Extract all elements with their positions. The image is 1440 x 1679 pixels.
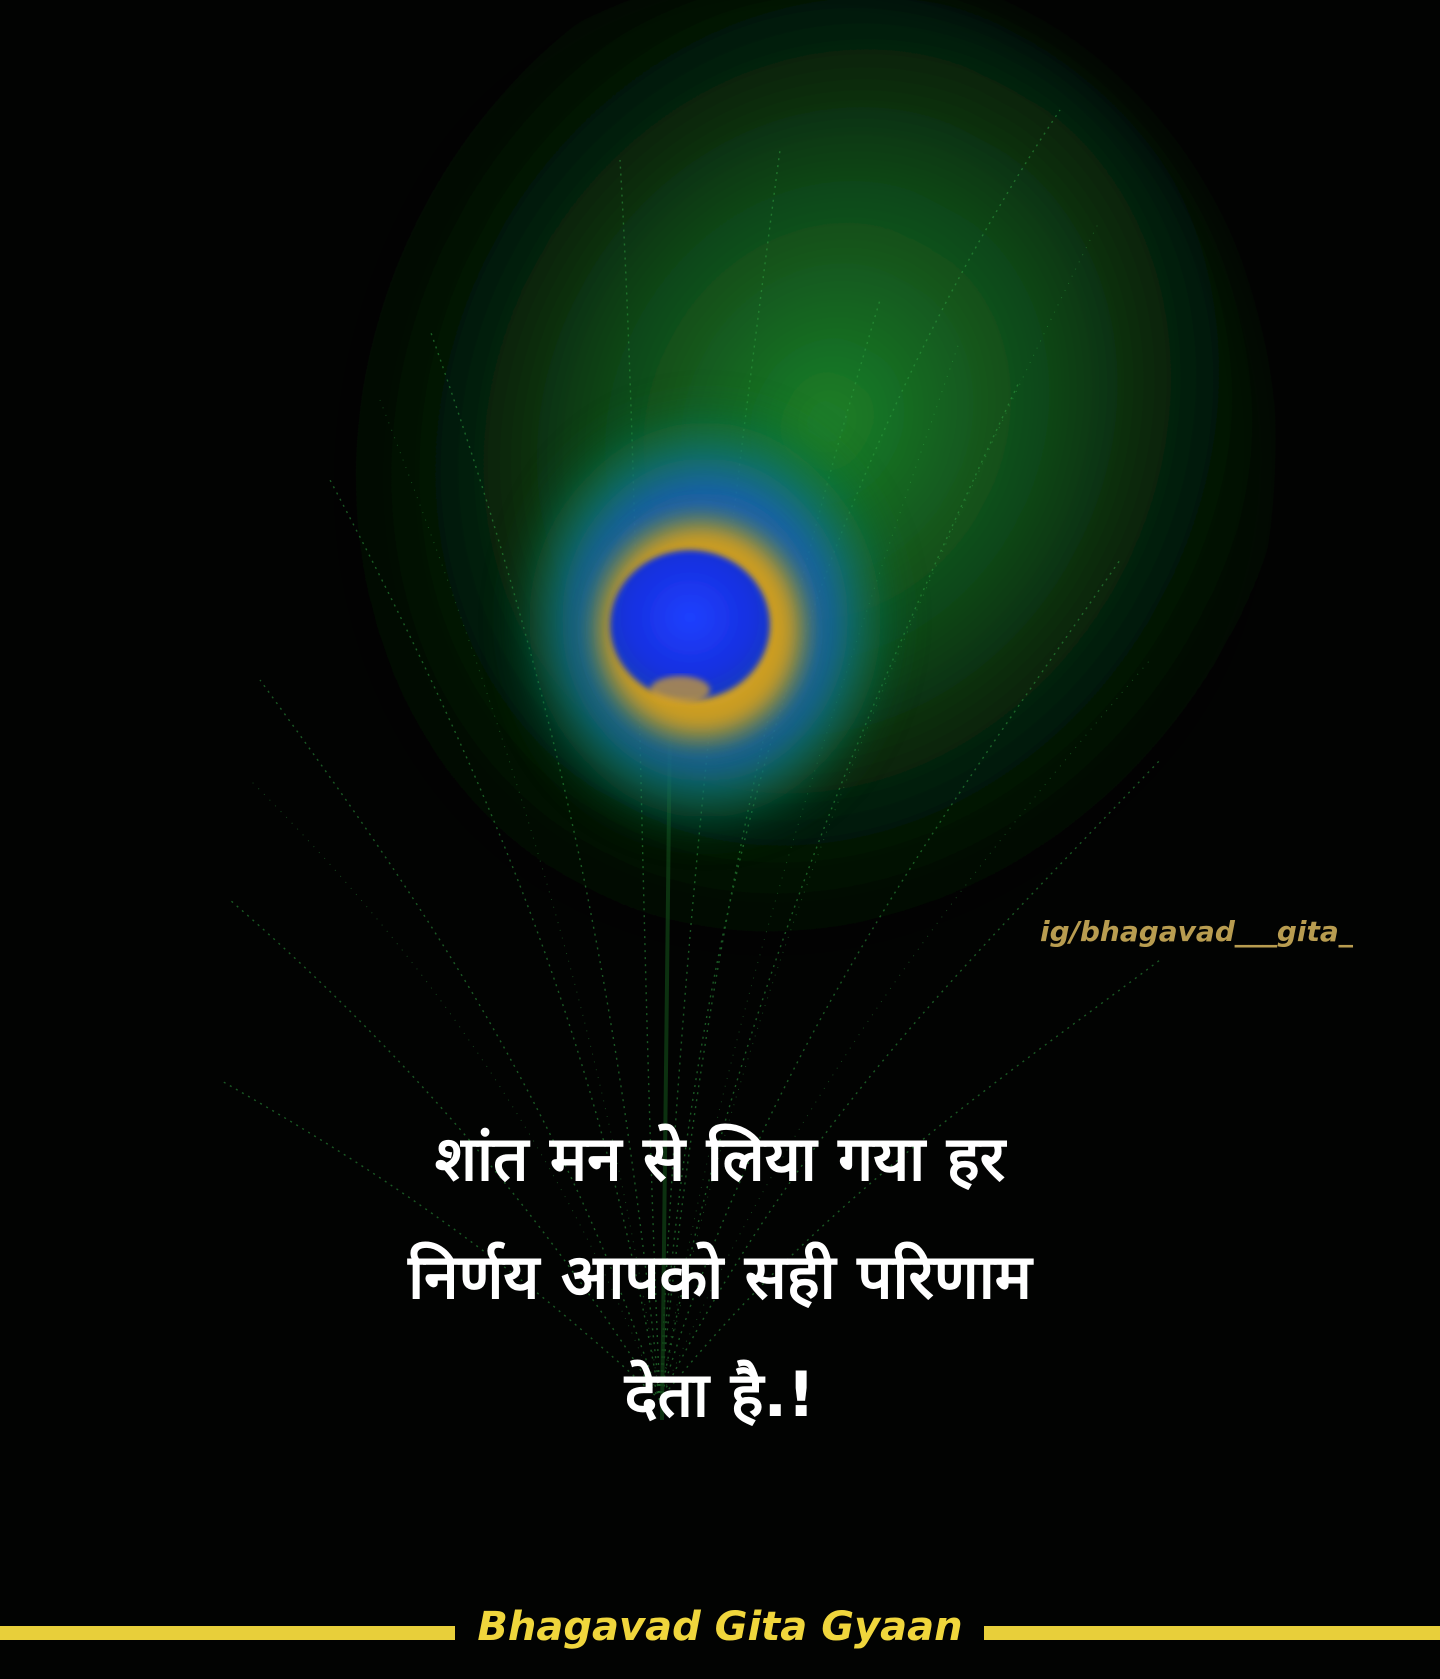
quote-line: देता है.!: [624, 1358, 816, 1431]
quote-line: निर्णय आपको सही परिणाम: [408, 1240, 1032, 1313]
footer-divider-right: [984, 1626, 1440, 1640]
instagram-watermark: ig/bhagavad___gita_: [1040, 915, 1353, 948]
hindi-quote: [220, 1100, 1220, 1454]
brand-name: Bhagavad Gita Gyaan: [477, 1604, 963, 1650]
quote-line: शांत मन से लिया गया हर: [434, 1122, 1006, 1195]
footer-divider-left: [0, 1626, 455, 1640]
